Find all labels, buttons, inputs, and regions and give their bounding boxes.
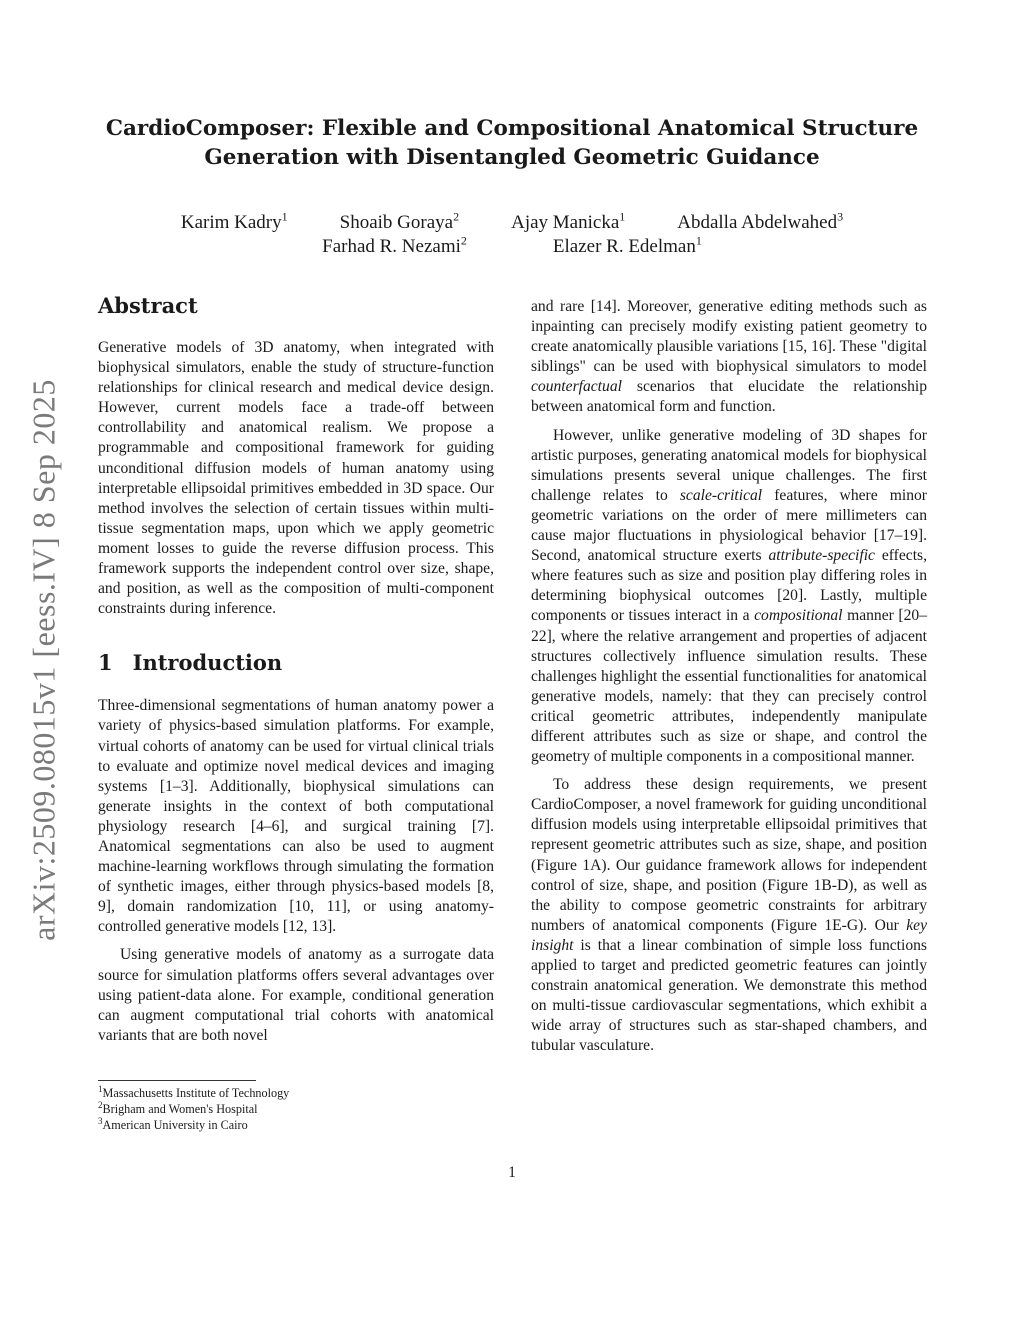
footnote: $^1$Massachusetts Institute of Technology (98, 1083, 290, 1100)
footnote: $^3$American University in Cairo (98, 1115, 248, 1132)
author: Ajay Manicka$^1$ (511, 209, 626, 233)
footnote: $^2$Brigham and Women's Hospital (98, 1099, 258, 1116)
author: Shoaib Goraya$^2$ (339, 209, 460, 233)
abstract-text: Generative models of 3D anatomy, when integrated with biophysical simulators, enable the study of structure-function relationships for clinical research and medical device design. However, current models face a trade-off between controllability and anatomical realism. We propose a programmable and compositional framework for guiding unconditional diffusion models of human anatomy using interpretable ellipsoidal primitives embedded in 3D space. Our method involves the selection of certain tissues within multi-tissue segmentation maps, upon which we apply geometric moment losses to guide the reverse diffusion process. This framework supports the independent control over size, shape, and position, as well as the composition of multi-component constraints during inference. (98, 339, 494, 618)
author: Karim Kadry$^1$ (180, 209, 288, 233)
intro-paragraph-3: However, unlike generative modeling of 3D shapes for artistic purposes, generating anatomical models for biophysical simulations presents several unique challenges. The first challenge relates to scale-critical features, where minor geometric variations on the order of mere millimeters can cause major fluctuations in physiological behavior [17–19]. Second, anatomical structure exerts attribute-specific effects, where features such as size and position play differing roles in determining biophysical outcomes [20]. Lastly, multiple components or tissues interact in a compositional manner [20–22], where the relative arrangement and properties of adjacent structures collectively influence simulation results. These challenges highlight the essential functionalities for anatomical generative models, namely: that they can precisely control critical geometric attributes, independently manipulate different attributes such as size or shape, and control the geometry of multiple components in a compositional manner. (531, 426, 927, 766)
author: Elazer R. Edelman$^1$ (552, 233, 702, 257)
author: Abdalla Abdelwahed$^3$ (677, 209, 844, 233)
intro-paragraph-4: To address these design requirements, we present CardioComposer, a novel framework for guiding unconditional diffusion models using interpretable ellipsoidal primitives that represent geometric attributes such as size, shape, and position (Figure 1A). Our guidance framework allows for independent control of size, shape, and position (Figure 1B-D), as well as the ability to compose geometric constraints for arbitrary numbers of anatomical components (Figure 1E-G). Our key insight is that a linear combination of simple loss functions applied to target and predicted geometric features can jointly constrain anatomical generation. We demonstrate this method on multi-tissue cardiovascular segmentations, which exhibit a wide array of structures such as star-shaped chambers, and tubular vasculature. (531, 776, 927, 1055)
footnote-rule (98, 1080, 256, 1081)
footnotes (98, 1080, 494, 1133)
arxiv-side-label[interactable]: arXiv:2509.08015v1 [eess.IV] 8 Sep 2025 (25, 379, 62, 941)
page-number: 1 (508, 1164, 516, 1181)
right-column (531, 297, 927, 1056)
left-column (98, 292, 494, 1046)
author-row-1 (90, 211, 934, 235)
abstract-heading: Abstract (98, 293, 198, 318)
paper-title: CardioComposer: Flexible and Compositional Anatomical Structure Generation with Disentangled Geometric Guidance (105, 116, 919, 170)
author-row-2 (90, 235, 934, 259)
author: Farhad R. Nezami$^2$ (322, 233, 467, 257)
intro-paragraph-1: Three-dimensional segmentations of human anatomy power a variety of physics-based simulation platforms. For example, virtual cohorts of anatomy can be used for virtual clinical trials to evaluate and optimize novel medical devices and imaging systems [1–3]. Additionally, biophysical simulations can generate insights in the context of both computational physiology research [4–6], and surgical training [7]. Anatomical segmentations can also be used to augment machine-learning workflows through simulating the formation of synthetic images, either through physics-based models [8, 9], domain randomization [10, 11], or using anatomy-controlled generative models [12, 13]. (98, 697, 494, 936)
intro-paragraph-2: Using generative models of anatomy as a surrogate data source for simulation platforms offers several advantages over using patient-data alone. For example, conditional generation can augment computational trial cohorts with anatomical variants that are both novel (98, 946, 494, 1044)
intro-paragraph-2-continued: and rare [14]. Moreover, generative editing methods such as inpainting can precisely modify existing patient geometry to create anatomically plausible variations [15, 16]. These "digital siblings" can be used with biophysical simulators to model counterfactual scenarios that elucidate the relationship between anatomical form and function. (531, 298, 927, 416)
section-heading-introduction: 1 Introduction (98, 650, 283, 676)
author-block (90, 211, 934, 259)
